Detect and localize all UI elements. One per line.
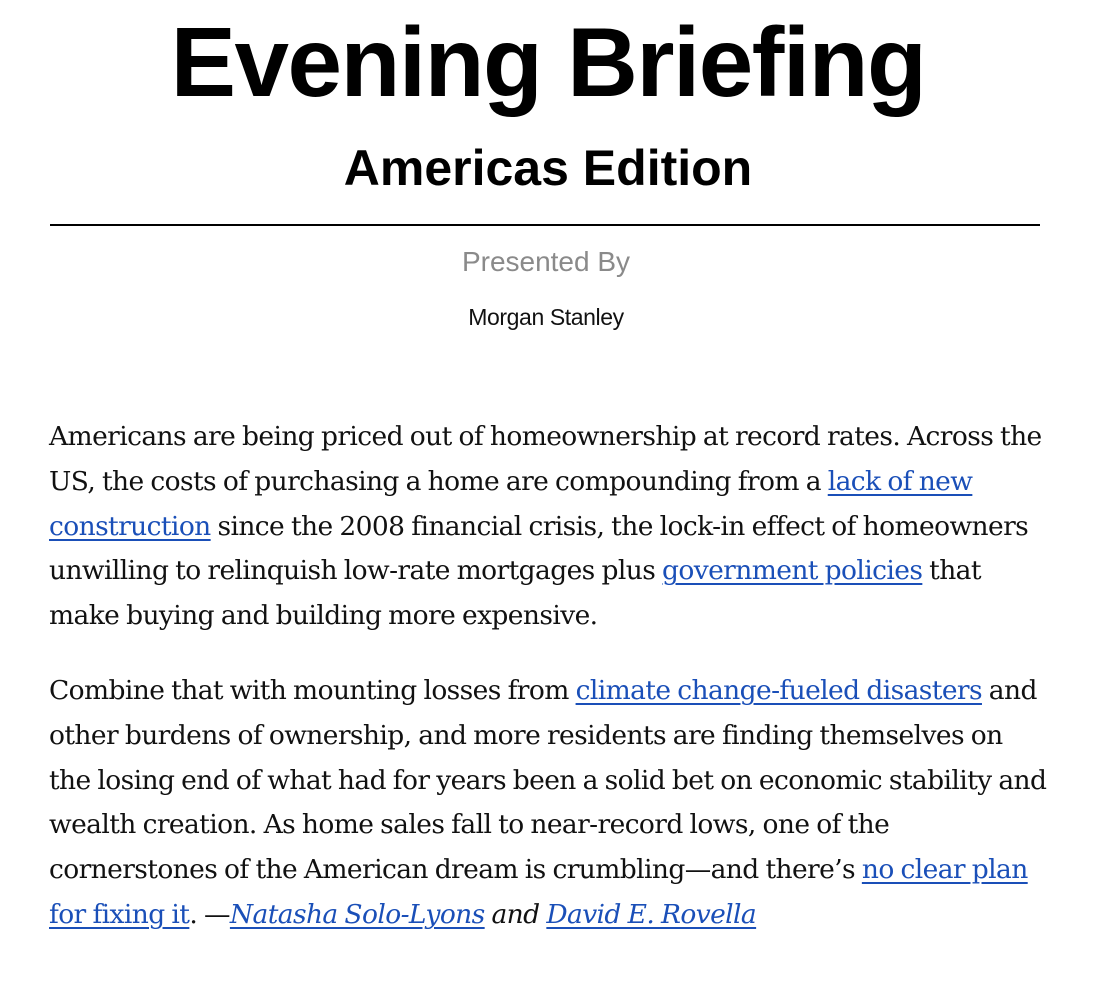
paragraph-text: that make buying and building more expensive. [49, 555, 981, 632]
paragraph-text: and other burdens of ownership, and more residents are finding themselves on the losing end of what had for years been a solid bet on economic stability and wealth creation. As home sales fall to near-record lows, one of the cornerstones of the American dream is crumbling—and there’s [49, 674, 1047, 886]
paragraph-text: since the 2008 financial crisis, the lock-in effect of homeowners unwilling to relinquish low-rate mortgages plus [49, 510, 1029, 587]
article-paragraph-1 [49, 415, 1049, 639]
sponsor-logo[interactable]: Morgan Stanley [468, 304, 624, 330]
header-divider [50, 224, 1040, 226]
article-paragraph-2 [49, 669, 1049, 938]
article-body [49, 415, 1049, 968]
byline-and: and [484, 898, 547, 930]
link-government-policies[interactable]: government policies [662, 555, 923, 587]
author-link-david-rovella[interactable]: David E. Rovella [546, 898, 757, 930]
paragraph-text: Combine that with mounting losses from [49, 674, 576, 706]
link-lack-of-new-construction[interactable]: lack of new construction [49, 465, 973, 542]
edition-subtitle: Americas Edition [343, 140, 753, 196]
paragraph-text: . — [189, 898, 230, 930]
link-climate-disasters[interactable]: climate change-fueled disasters [575, 674, 982, 706]
author-link-natasha-solo-lyons[interactable]: Natasha Solo-Lyons [229, 898, 485, 930]
link-no-clear-plan[interactable]: no clear plan for fixing it [49, 854, 1028, 930]
presented-by-label: Presented By [461, 246, 631, 277]
newsletter-title: Evening Briefing [170, 7, 926, 117]
paragraph-text: Americans are being priced out of homeownership at record rates. Across the US, the costs of purchasing a home are compounding from a [49, 421, 1042, 497]
